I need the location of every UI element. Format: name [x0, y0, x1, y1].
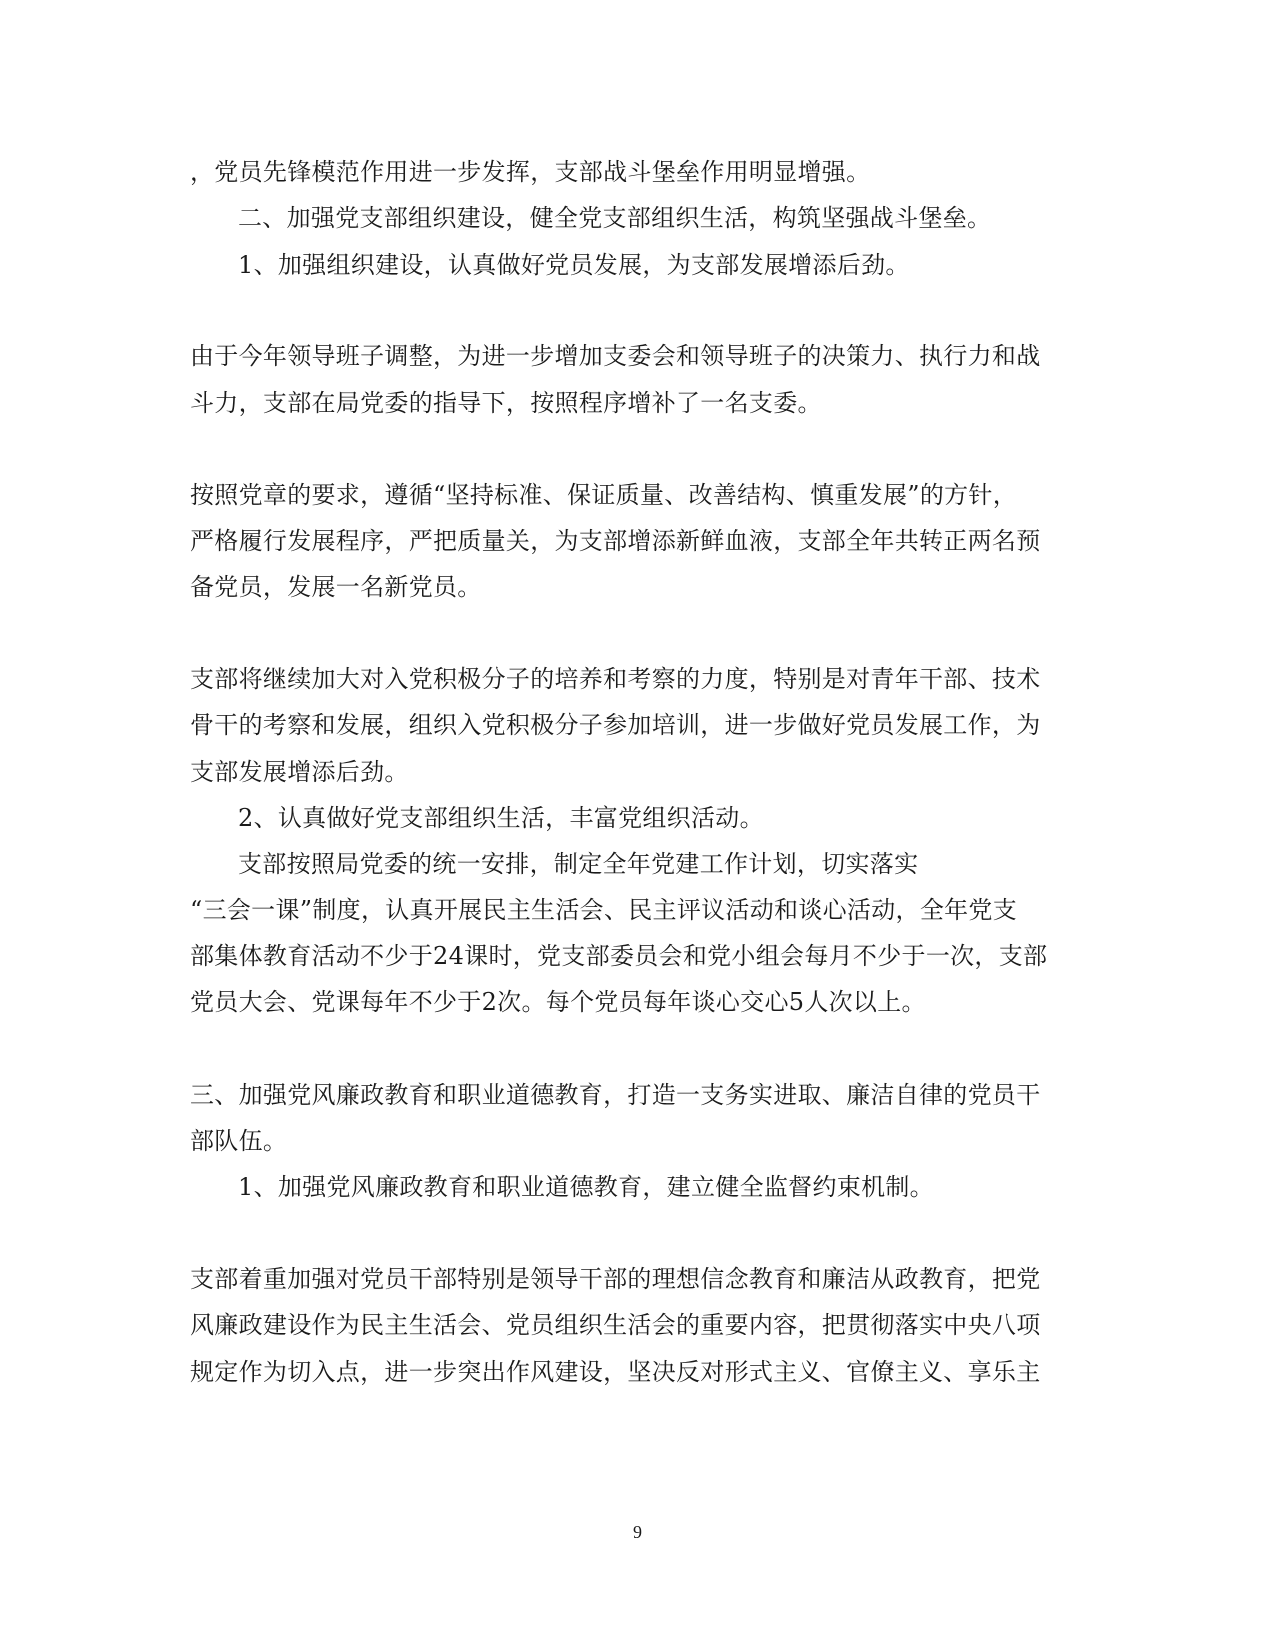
text-line: 支部将继续加大对入党积极分子的培养和考察的力度，特别是对青年干部、技术	[190, 665, 1041, 693]
subsection-heading: 1、加强组织建设，认真做好党员发展，为支部发展增添后劲。	[238, 251, 910, 279]
text-line: 党员大会、党课每年不少于2次。每个党员每年谈心交心5人次以上。	[190, 988, 926, 1016]
text-line: 由于今年领导班子调整，为进一步增加支委会和领导班子的决策力、执行力和战	[190, 342, 1041, 370]
page-number: 9	[633, 1522, 642, 1542]
text-line: ，党员先锋模范作用进一步发挥，支部战斗堡垒作用明显增强。	[190, 158, 871, 186]
subsection-heading: 2、认真做好党支部组织生活，丰富党组织活动。	[238, 804, 764, 832]
text-line: 规定作为切入点，进一步突出作风建设，坚决反对形式主义、官僚主义、享乐主	[190, 1358, 1041, 1386]
text-line: 支部发展增添后劲。	[190, 758, 409, 786]
section-heading: 三、加强党风廉政教育和职业道德教育，打造一支务实进取、廉洁自律的党员干	[190, 1081, 1041, 1109]
text-line: 斗力，支部在局党委的指导下，按照程序增补了一名支委。	[190, 389, 822, 417]
text-line: “三会一课”制度，认真开展民主生活会、民主评议活动和谈心活动，全年党支	[190, 896, 1018, 924]
section-heading: 二、加强党支部组织建设，健全党支部组织生活，构筑坚强战斗堡垒。	[238, 204, 992, 232]
text-line: 风廉政建设作为民主生活会、党员组织生活会的重要内容，把贯彻落实中央八项	[190, 1311, 1041, 1339]
text-line: 按照党章的要求，遵循“坚持标准、保证质量、改善结构、慎重发展”的方针，	[190, 481, 1018, 509]
subsection-heading: 1、加强党风廉政教育和职业道德教育，建立健全监督约束机制。	[238, 1173, 934, 1201]
text-line: 部集体教育活动不少于24课时，党支部委员会和党小组会每月不少于一次，支部	[190, 942, 1048, 970]
text-line: 支部按照局党委的统一安排，制定全年党建工作计划，切实落实	[238, 850, 919, 878]
text-line: 部队伍。	[190, 1127, 288, 1155]
text-line: 严格履行发展程序，严把质量关，为支部增添新鲜血液，支部全年共转正两名预	[190, 527, 1041, 555]
text-line: 骨干的考察和发展，组织入党积极分子参加培训，进一步做好党员发展工作，为	[190, 711, 1041, 739]
text-line: 备党员，发展一名新党员。	[190, 573, 482, 601]
text-line: 支部着重加强对党员干部特别是领导干部的理想信念教育和廉洁从政教育，把党	[190, 1265, 1041, 1293]
